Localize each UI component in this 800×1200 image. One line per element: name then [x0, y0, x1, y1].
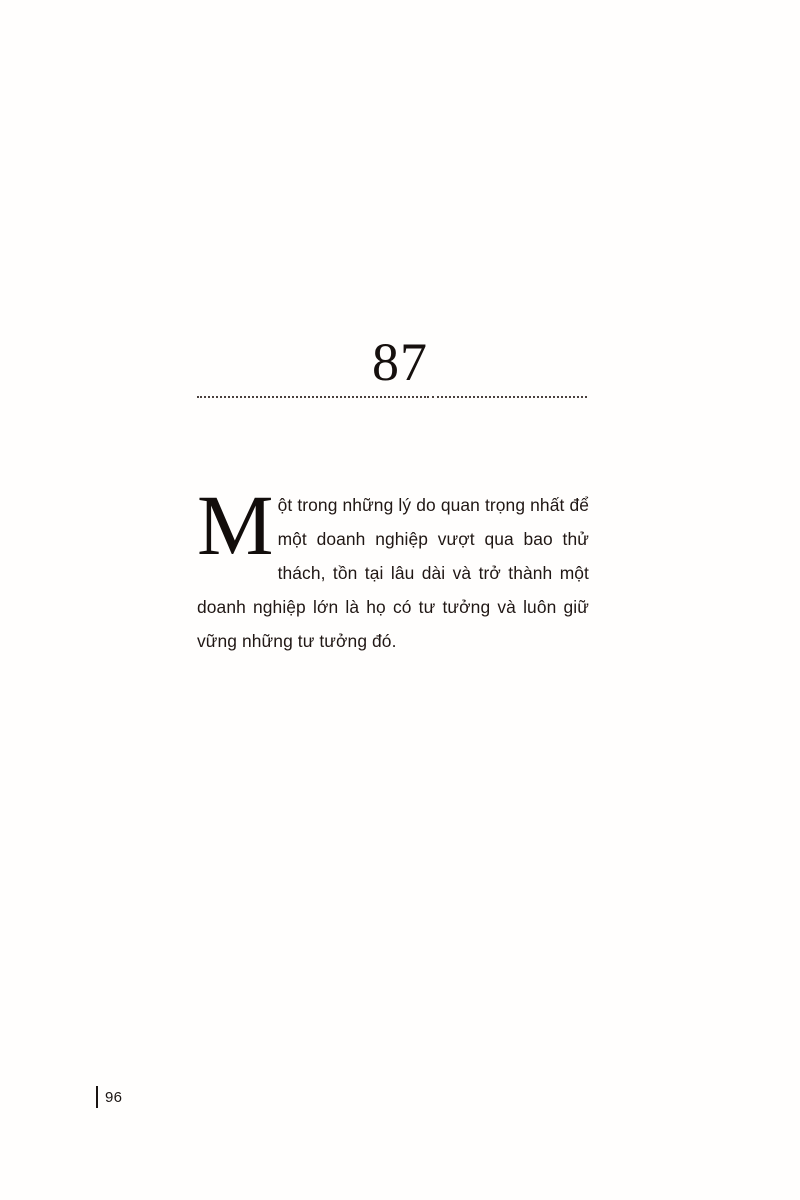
body-paragraph: [197, 477, 589, 658]
page-number: 96: [105, 1088, 123, 1106]
body-text-block: [197, 477, 589, 658]
drop-cap-letter: M: [197, 477, 274, 573]
paragraph-text: ột trong những lý do quan trọng nhất để một doanh nghiệp vượt qua bao thử thách, tồn tại lâu dài và trở thành một doanh nghiệp lớn là họ có tư tưởng và luôn giữ vững những tư tưởng đó.: [197, 495, 589, 651]
dotted-rule-left: [197, 396, 429, 398]
chapter-heading: [0, 330, 800, 420]
dotted-rule-right: [432, 396, 587, 398]
folio-rule-icon: [96, 1086, 98, 1108]
folio: [96, 1086, 122, 1108]
chapter-number: 87: [372, 332, 428, 392]
